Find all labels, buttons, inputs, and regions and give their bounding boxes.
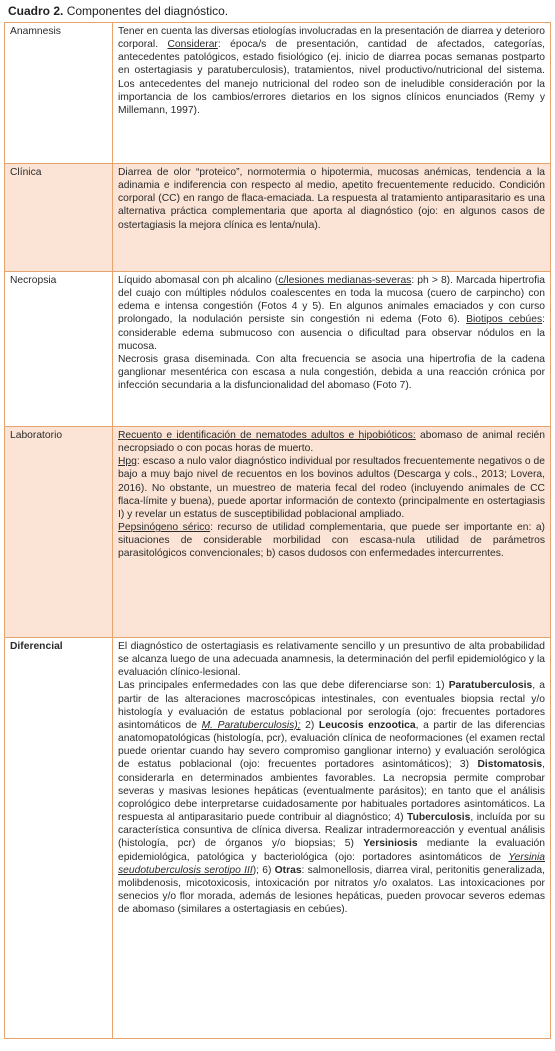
table-row-clinica	[5, 164, 551, 272]
row-label-anamnesis: Anamnesis	[5, 23, 113, 164]
row-label-laboratorio: Laboratorio	[5, 427, 113, 638]
row-content-clinica	[113, 164, 551, 272]
laboratorio-text-2: : escaso a nulo valor diagnóstico individual por resultados frecuentemente negativos o de bajo a muy bajo nivel de recuentos en los bovinos adultos (Descarga y cols., 2013; Lovera, 2016). No obstante, un muestreo de materia fecal del rodeo (incluyendo animales de CC flaca-límite y buena), puede aportar información de contexto (principalmente en ostertagiasis I) y revelar un estatus de susceptibilidad poblacional ampliado.	[118, 456, 545, 520]
diferencial-text-1: , a partir de las alteraciones macroscópicas intestinales, con eventuales biopsia rectal y/o histología y evaluación de estatus poblacional por serología (ojo: frecuentes portadores asintomáticos de	[118, 680, 545, 731]
row-content-laboratorio	[113, 427, 551, 638]
disease-distomatosis: Distomatosis	[477, 759, 543, 771]
species-yersinia: Yersinia seudotuberculosis serotipo III	[118, 851, 545, 876]
necropsia-text-2: : ph > 8). Marcada hipertrofia del cuajo con múltiples nódulos coalescentes en toda la mucosa (cuero de carpincho) con edema e intensa congestión (Fotos 4 y 5). En algunos animales emaciados y con curso prolongado, la nodulación persiste sin congestión ni edema (Foto 6).	[118, 275, 545, 326]
laboratorio-recuento: Recuento e identificación de nematodes adultos e hipobióticos:	[118, 430, 416, 441]
table-row-diferencial	[5, 638, 551, 1039]
diferencial-sep-2: 2)	[300, 719, 319, 731]
anamnesis-text-1: Tener en cuenta las diversas etiologías involucradas en la presentación de diarrea y deterioro corporal.	[118, 26, 545, 51]
diferencial-text-2: , a partir de las diferencias anatomopatológicas (histología, pcr), evaluación clínica de neoformaciones (el examen rectal puede orientar cuando hay severo compromiso ganglionar interno) y evaluación serológica de estatus poblacional (ojo: frecuentes portadores asintomáticos); 3)	[118, 719, 545, 771]
row-content-diferencial	[113, 638, 551, 1039]
disease-otras: Otras	[274, 864, 302, 876]
diferencial-text-3: , considerarla en determinados ambientes favorables. La necropsia permite comprobar severas y masivas lesiones hepáticas (eventualmente parásitos); en tanto que el análisis coprológico debe interpretarse cuidadosamente por habituales portadores asintomáticos. La respuesta al antiparasitario puede contribuir al diagnóstico; 4)	[118, 759, 545, 824]
caption-title: Componentes del diagnóstico.	[66, 4, 229, 18]
clinica-text: Diarrea de olor “proteico”, normotermia o hipotermia, mucosas anémicas, tendencia a la adinamia e indiferencia con respecto al medio, apetito frecuentemente reducido. Condición corporal (CC) en rango de flaca-emaciada. La respuesta al tratamiento antiparasitario es una alternativa práctica complementaria que aporta al diagnóstico (ojo: en algunos casos de ostertagiasis la mejora clínica es lenta/nula).	[118, 167, 545, 231]
laboratorio-hpg: Hpg	[118, 456, 137, 468]
species-m-paratuberculosis: M. Paratuberculosis);	[201, 719, 301, 731]
table-row-laboratorio	[5, 427, 551, 638]
diferencial-intro: Las principales enfermedades con las que debe diferenciarse son: 1)	[118, 680, 449, 692]
row-label-diferencial: Diferencial	[5, 638, 113, 1039]
row-content-anamnesis	[113, 23, 551, 164]
necropsia-text-3: : considerable edema submucoso con ausencia o dificultad para observar nódulos en la mucosa.	[118, 314, 545, 352]
diferencial-text-6: : salmonellosis, diarrea viral, peritonitis generalizada, molibdenosis, micotoxicosis, intoxicación por nitratos y/o oxalatos. Las intoxicaciones por senecios y/o flor morada, además de lesiones hepáticas, pueden provocar severos edemas de abomaso (similares a ostertagiasis en cebúes).	[118, 864, 545, 916]
disease-tuberculosis: Tuberculosis	[407, 812, 471, 824]
row-label-necropsia: Necropsia	[5, 272, 113, 427]
necropsia-biotipos: Biotipos cebúes	[466, 314, 543, 326]
table-row-anamnesis	[5, 23, 551, 164]
row-label-clinica: Clínica	[5, 164, 113, 272]
anamnesis-considerar: Considerar	[167, 39, 218, 51]
necropsia-text-1: Líquido abomasal con ph alcalino (	[118, 275, 279, 286]
diferencial-paragraph-1: El diagnóstico de ostertagiasis es relativamente sencillo y un presuntivo de alta probabilidad se alcanza luego de una adecuada anamnesis, la determinación del perfil epidemiológico y la evaluación clínico-lesional.	[118, 641, 545, 679]
laboratorio-text-3: : recurso de utilidad complementaria, que puede ser importante en: a) situaciones de considerable morbilidad con escasa-nula utilidad de parámetros parasitológicos convencionales; b) casos dudosos con enfermedades intercurrentes.	[118, 522, 545, 560]
disease-yersiniosis: Yersiniosis	[363, 838, 418, 850]
necropsia-lesiones: c/lesiones medianas-severas	[278, 275, 412, 286]
diferencial-text-4: , incluída por su característica consuntiva de clínica diversa. Realizar intradermoreacción y eventual análisis (histología, pcr) de órganos y/o biopsias; 5)	[118, 812, 545, 850]
anamnesis-text-2: : época/s de presentación, cantidad de afectados, categorías, antecedentes patológicos, estado fisiológico (ej. inicio de diarrea pocas semanas postparto en ostertagiasis y paratuberculosis), tratamientos, nivel productivo/nutricional del sistema. Los antecedentes del manejo nutricional del rodeo son de ineludible consideración por la importancia de los cambios/errores dietarios en los signos clínicos enunciados (Remy y Millemann, 1997).	[118, 39, 545, 116]
necropsia-paragraph-2: Necrosis grasa diseminada. Con alta frecuencia se asocia una hipertrofia de la cadena ganglionar mesentérica con escasa a nula congestión, debida a una reacción crónica por infección secundaria a la disfuncionalidad del abomaso (Foto 7).	[118, 353, 545, 392]
diferencial-sep-6: ); 6)	[252, 864, 275, 876]
table-row-necropsia	[5, 272, 551, 427]
laboratorio-pepsinogeno: Pepsinógeno sérico	[118, 522, 211, 534]
diferencial-text-5: mediante la evaluación epidemiológica, patológica y bacteriológica (ojo: portadores asintomáticos de	[118, 838, 545, 863]
row-content-necropsia	[113, 272, 551, 427]
disease-paratuberculosis: Paratuberculosis	[448, 680, 533, 692]
diagnosis-components-table	[4, 22, 551, 1039]
caption-number: Cuadro 2.	[8, 4, 64, 18]
laboratorio-text-1: abomaso de animal recién necropsiado o con pocas horas de muerto.	[118, 430, 545, 455]
disease-leucosis: Leucosis enzootica	[318, 719, 416, 731]
table-caption	[8, 4, 228, 18]
